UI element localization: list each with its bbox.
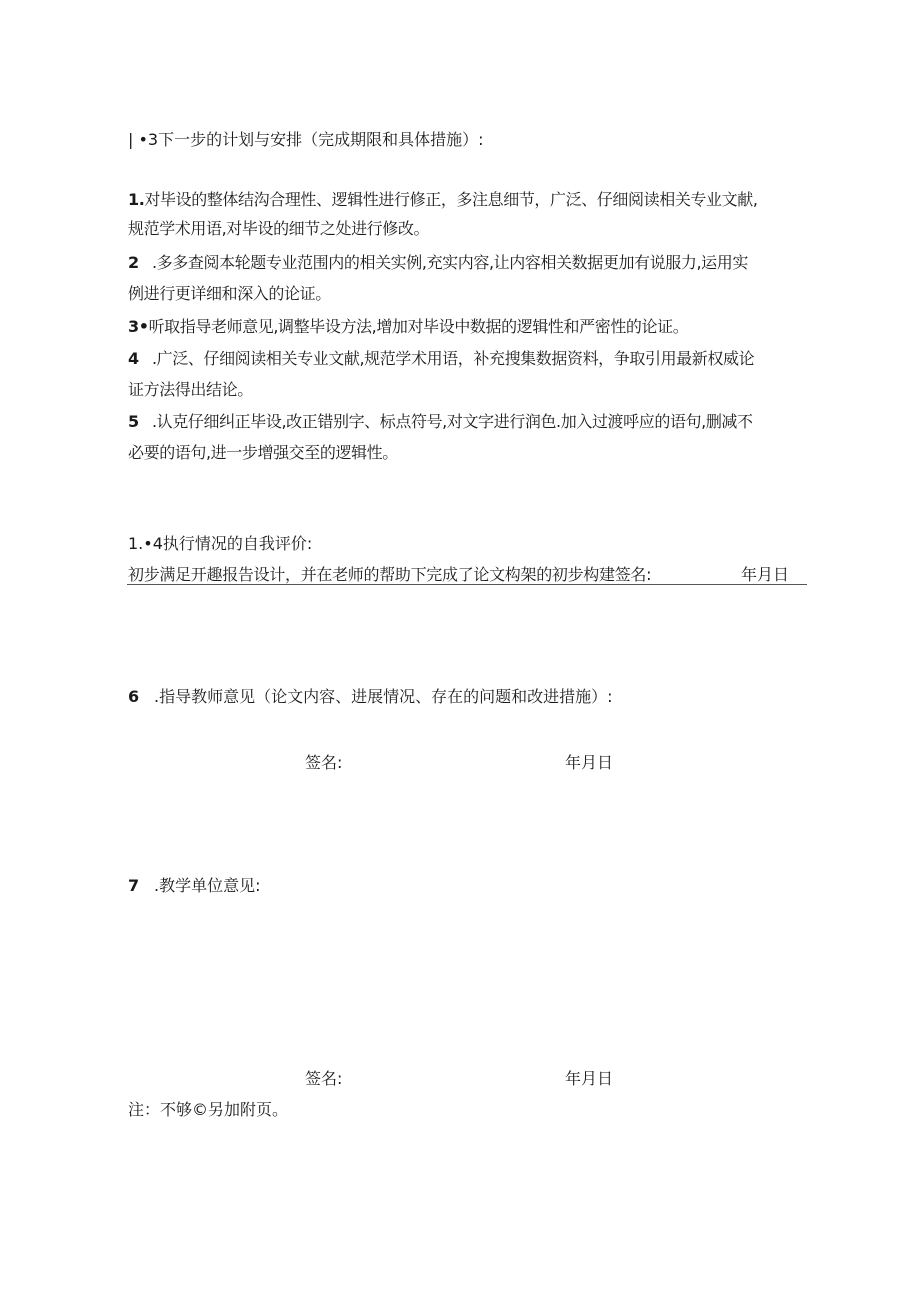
plan-item-5-text-1: .认克仔细纠正毕设,改正错别字、标点符号,对文字进行润色.加入过渡呼应的语句,删减不 — [152, 412, 753, 431]
section-7-heading — [128, 873, 260, 896]
self-evaluation-text: 初步满足开趣报告设计，并在老师的帮助下完成了论文构架的初步构建签名: — [128, 565, 652, 584]
plan-item-1-number: 1. — [128, 190, 145, 209]
section-7-number: 7 — [128, 876, 140, 895]
plan-item-4-line-1 — [128, 346, 754, 369]
section-7-heading-text: .教学单位意见: — [154, 876, 261, 895]
plan-item-5-line-1 — [128, 409, 753, 432]
section-6-heading-text: .指导教师意见（论文内容、进展情况、存在的问题和改进措施）: — [154, 687, 613, 706]
plan-item-3-line-1 — [128, 314, 688, 337]
plan-item-4-line-2: 证方法得出结论。 — [128, 380, 253, 399]
plan-item-5-line-2: 必要的语句,进一步增强交至的逻辑性。 — [128, 443, 398, 462]
plan-item-3-text-1: 听取指导老师意见,调整毕设方法,增加对毕设中数据的逻辑性和严密性的论证。 — [148, 317, 689, 336]
section-6-date-label: 年月日 — [565, 753, 614, 772]
plan-item-5-number: 5 — [128, 412, 139, 431]
section-1-4-heading: 1.•4执行情况的自我评价: — [128, 534, 313, 553]
plan-item-1-text-1: 对毕设的整体结沟合理性、逻辑性进行修正，多注息细节，广泛、仔细阅读相关专业文献, — [144, 190, 758, 209]
footnote: 注：不够©另加附页。 — [128, 1100, 289, 1119]
section-7-date-label: 年月日 — [565, 1069, 614, 1088]
plan-item-1-line-1 — [128, 187, 758, 210]
section-6-signature-label: 签名: — [305, 753, 343, 772]
plan-item-2-number: 2 — [128, 253, 139, 272]
plan-item-4-number: 4 — [128, 349, 139, 368]
section-1-3-heading: | •3下一步的计划与安排（完成期限和具体措施）: — [128, 130, 484, 149]
section-6-heading — [128, 684, 612, 707]
section-6-number: 6 — [128, 687, 140, 706]
plan-item-2-line-2: 例进行更详细和深入的论证。 — [128, 284, 331, 303]
self-evaluation-date: 年月日 — [741, 565, 790, 584]
section-7-signature-label: 签名: — [305, 1069, 343, 1088]
self-evaluation-underline — [127, 584, 807, 585]
plan-item-2-text-1: .多多查阅本轮题专业范围内的相关实例,充实内容,让内容相关数据更加有说服力,运用实 — [152, 253, 748, 272]
plan-item-3-number: 3• — [128, 317, 149, 336]
plan-item-2-line-1 — [128, 250, 748, 273]
plan-item-1-line-2: 规范学术用语,对毕设的细节之处进行修改。 — [128, 219, 430, 238]
plan-item-4-text-1: .广泛、仔细阅读相关专业文献,规范学术用语，补充搜集数据资料，争取引用最新权威论 — [152, 349, 755, 368]
